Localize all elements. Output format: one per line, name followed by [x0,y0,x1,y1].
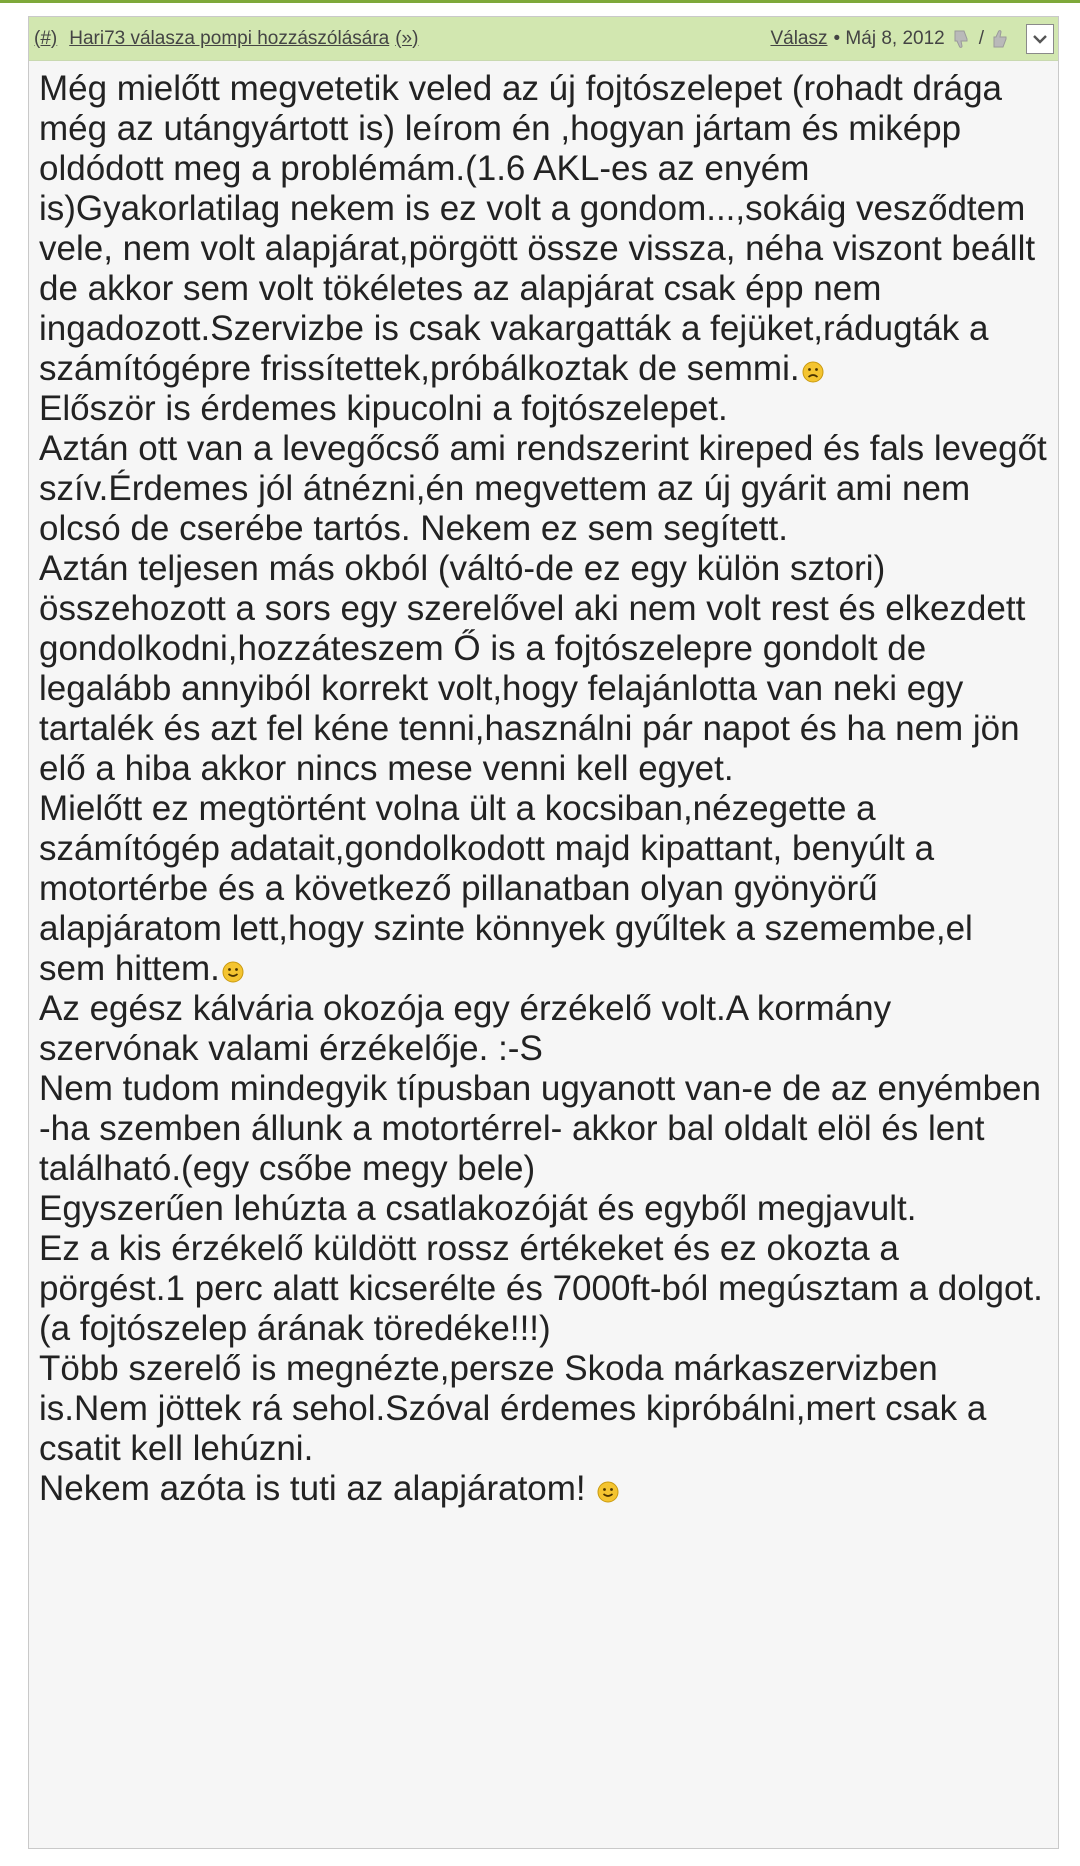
comment-paragraph: Egyszerűen lehúzta a csatlakozóját és egyből megjavult. [39,1189,917,1228]
comment-card [28,16,1059,1849]
comment-paragraph: Az egész kálvária okozója egy érzékelő volt.A kormány szervónak valami érzékelője. :-S [39,989,892,1068]
smile-emoticon-icon [222,952,244,974]
comment-paragraph: Több szerelő is megnézte,persze Skoda márkaszervizben is.Nem jöttek rá sehol.Szóval érdemes kipróbálni,mert csak a csatit kell lehúzni. [39,1349,987,1468]
comment-header-right [770,17,1054,61]
comment-paragraph: Nekem azóta is tuti az alapjáratom! [39,1469,1048,1509]
comment-paragraph: Először is érdemes kipucolni a fojtószelepet. [39,389,728,428]
comment-date: • Máj 8, 2012 [833,28,945,49]
comment-body [29,61,1058,1509]
thumbs-up-icon[interactable] [990,28,1012,50]
comment-header [29,17,1058,61]
thumbs-down-icon[interactable] [951,28,973,50]
comment-options-dropdown[interactable] [1026,24,1054,54]
comment-paragraph: Aztán teljesen más okból (váltó-de ez egy külön sztori) összehozott a sors egy szerelővel aki nem volt rest és elkezdett gondolkodni,hozzáteszem Ő is a fojtószelepre gondolt de legalább annyiból korrekt volt,hogy felajánlotta van neki egy tartalék és azt fel kéne tenni,használni pár napot és ha nem jön elő a hiba akkor nincs mese venni kell egyet. [39,549,1026,788]
sad-emoticon-icon [802,352,824,374]
smile-emoticon-icon [597,1472,619,1494]
chevron-down-icon [1032,33,1048,45]
vote-separator: / [978,28,984,49]
comment-paragraph: Mielőtt ez megtörtént volna ült a kocsiban,nézegette a számítógép adatait,gondolkodott majd kipattant, benyúlt a motortérbe és a következő pillanatban olyan gyönyörű alapjáratom lett,hogy szinte könnyek gyűltek a szemembe,el sem hittem. [39,789,973,988]
parent-comment-link[interactable]: (») [395,27,419,49]
comment-paragraph: Nem tudom mindegyik típusban ugyanott van-e de az enyémben -ha szemben állunk a motortérrel- akkor bal oldalt elöl és lent található.(egy csőbe megy bele) [39,1069,1041,1188]
comment-paragraph: Aztán ott van a levegőcső ami rendszerint kireped és fals levegőt szív.Érdemes jól átnézni,én megvettem az új gyárit ami nem olcsó de cserébe tartós. Nekem ez sem segített. [39,429,1047,548]
reply-link[interactable]: Válasz [770,28,828,49]
comment-header-left [34,28,418,50]
permalink-link[interactable]: (#) [34,27,58,49]
top-accent-bar [0,0,1080,3]
comment-paragraph: Ez a kis érzékelő küldött rossz értékeket és ez okozta a pörgést.1 perc alatt kicserélte és 7000ft-ból megúsztam a dolgot.(a fojtószelep árának töredéke!!!) [39,1229,1043,1348]
comment-paragraph: Még mielőtt megvetetik veled az új fojtószelepet (rohadt drága még az utángyártott is) leírom én ,hogyan jártam és miképp oldódott meg a problémám.(1.6 AKL-es az enyém is)Gyakorlatilag nekem is ez volt a gondom...,sokáig vesződtem vele, nem volt alapjárat,pörgött össze vissza, néha viszont beállt de akkor sem volt tökéletes az alapjárat csak épp nem ingadozott.Szervizbe is csak vakargatták a fejüket,rádugták a számítógépre frissítettek,próbálkoztak de semmi. [39,69,1036,388]
author-reply-link[interactable]: Hari73 válasza pompi hozzászólására [69,27,390,49]
